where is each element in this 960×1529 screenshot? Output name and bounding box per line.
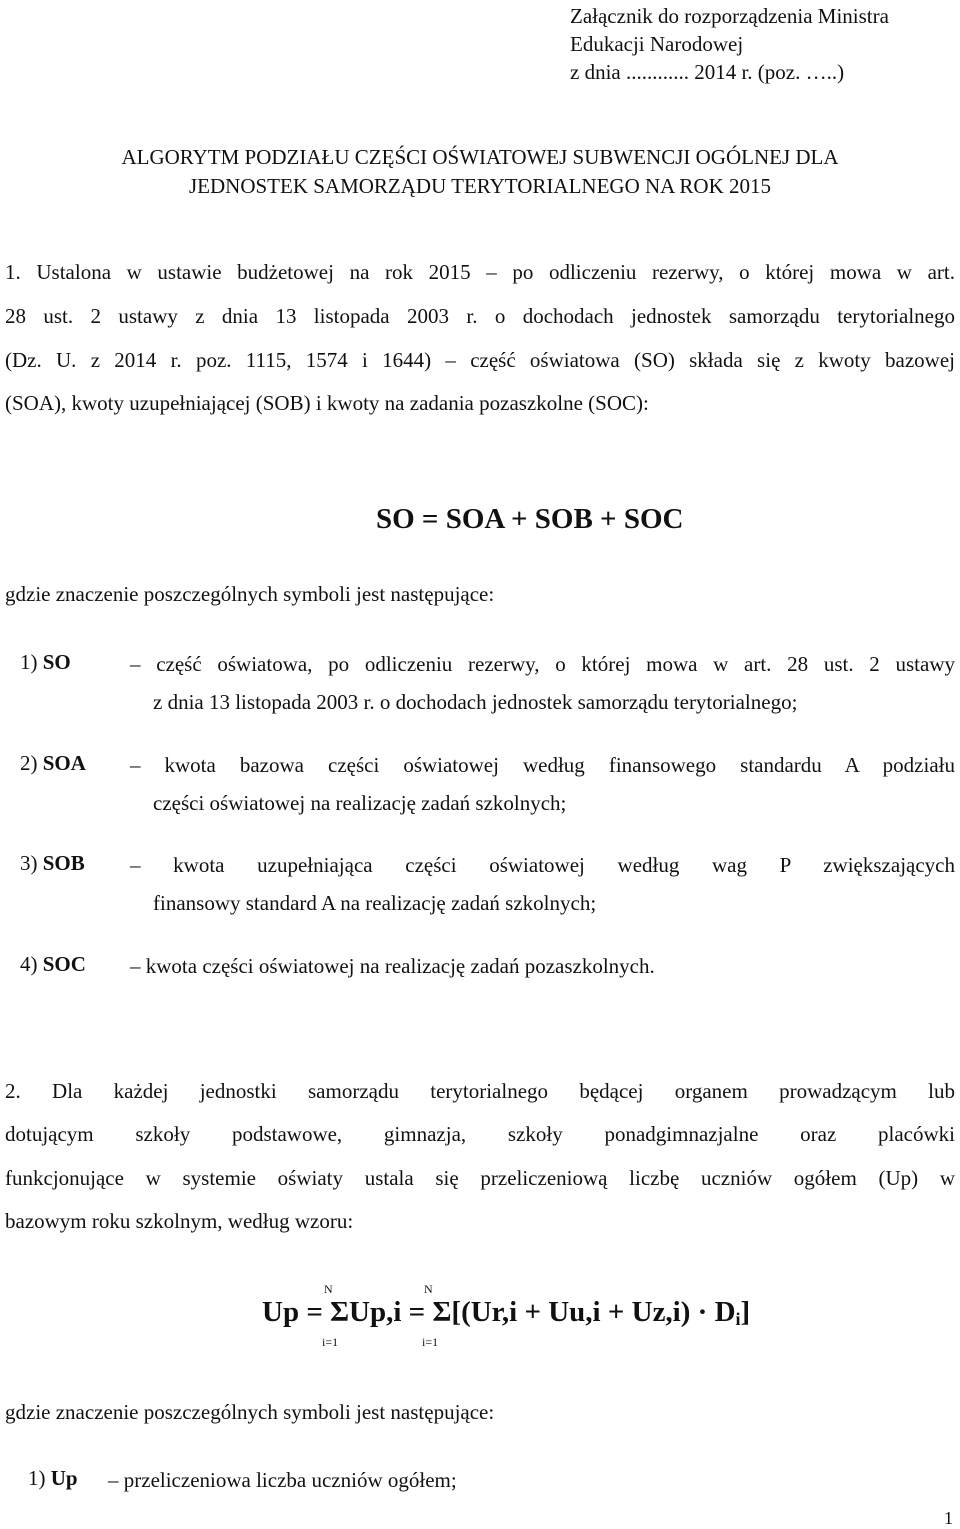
section1-line-2: 28 ust. 2 ustawy z dnia 13 listopada 2003 r. o dochodach jednostek samorządu terytorialnego <box>5 304 955 328</box>
definition-label-up <box>28 1466 78 1491</box>
definition-number: 3) <box>20 851 38 875</box>
definition-number: 4) <box>20 952 38 976</box>
definition-symbol: SO <box>42 650 71 674</box>
definition-up-text: – przeliczeniowa liczba uczniów ogółem; <box>108 1468 457 1492</box>
section2-line-4: bazowym roku szkolnym, według wzoru: <box>5 1209 354 1233</box>
formula-up <box>262 1296 750 1330</box>
formula-so: SO = SOA + SOB + SOC <box>376 503 684 535</box>
where-text-1: gdzie znaczenie poszczególnych symboli jest następujące: <box>5 582 495 606</box>
where-text-2: gdzie znaczenie poszczególnych symboli jest następujące: <box>5 1400 495 1424</box>
definition-label-sob <box>20 851 85 876</box>
definition-number: 1) <box>28 1466 46 1490</box>
section1-line-1: 1. Ustalona w ustawie budżetowej na rok 2015 – po odliczeniu rezerwy, o której mowa w art. <box>5 260 955 284</box>
definition-symbol: SOA <box>42 751 86 775</box>
formula-up-subscript: i <box>735 1309 741 1329</box>
definition-symbol: SOC <box>42 952 86 976</box>
header-line-1: Załącznik do rozporządzenia Ministra <box>570 4 889 28</box>
definition-soc-line-1: – kwota części oświatowej na realizację zadań pozaszkolnych. <box>130 954 655 978</box>
section2-line-3: funkcjonujące w systemie oświaty ustala się przeliczeniową liczbę uczniów ogółem (Up) w <box>5 1166 955 1190</box>
definition-label-so <box>20 650 71 675</box>
document-title <box>0 143 960 201</box>
definition-sob-line-1: – kwota uzupełniająca części oświatowej według wag P zwiększających <box>130 853 955 877</box>
definition-soa-line-1: – kwota bazowa części oświatowej według finansowego standardu A podziału <box>130 753 955 777</box>
definition-symbol: SOB <box>42 851 85 875</box>
header-line-3: z dnia ............ 2014 r. (poz. …..) <box>570 60 845 84</box>
sum-upper-limit-1: N <box>324 1282 333 1296</box>
formula-up-main: Up = ΣUp,i = Σ[(Ur,i + Uu,i + Uz,i) · D <box>262 1296 736 1328</box>
header-line-2: Edukacji Narodowej <box>570 32 744 56</box>
sum-lower-limit-1: i=1 <box>322 1335 339 1349</box>
definition-label-soc <box>20 952 86 977</box>
definition-so-line-2: z dnia 13 listopada 2003 r. o dochodach jednostek samorządu terytorialnego; <box>153 690 798 714</box>
definition-soa-line-2: części oświatowej na realizację zadań szkolnych; <box>153 791 567 815</box>
section2-line-1: 2. Dla każdej jednostki samorządu terytorialnego będącej organem prowadzącym lub <box>5 1079 955 1103</box>
title-line-2: JEDNOSTEK SAMORZĄDU TERYTORIALNEGO NA ROK 2015 <box>189 174 771 198</box>
definition-so-line-1: – część oświatowa, po odliczeniu rezerwy, o której mowa w art. 28 ust. 2 ustawy <box>130 652 955 676</box>
definition-number: 2) <box>20 751 38 775</box>
definition-symbol: Up <box>50 1466 78 1490</box>
definition-sob-line-2: finansowy standard A na realizację zadań szkolnych; <box>153 891 597 915</box>
section1-line-4: (SOA), kwoty uzupełniającej (SOB) i kwoty na zadania pozaszkolne (SOC): <box>5 391 649 415</box>
document-header <box>570 2 889 86</box>
formula-up-close: ] <box>740 1296 751 1328</box>
definition-number: 1) <box>20 650 38 674</box>
page-number: 1 <box>944 1508 953 1528</box>
section2-line-2: dotującym szkoły podstawowe, gimnazja, szkoły ponadgimnazjalne oraz placówki <box>5 1122 955 1146</box>
definition-label-soa <box>20 751 86 776</box>
sum-upper-limit-2: N <box>424 1282 433 1296</box>
title-line-1: ALGORYTM PODZIAŁU CZĘŚCI OŚWIATOWEJ SUBWENCJI OGÓLNEJ DLA <box>121 145 839 169</box>
section1-line-3: (Dz. U. z 2014 r. poz. 1115, 1574 i 1644) – część oświatowa (SO) składa się z kwoty bazowej <box>5 348 955 372</box>
sum-lower-limit-2: i=1 <box>422 1335 439 1349</box>
